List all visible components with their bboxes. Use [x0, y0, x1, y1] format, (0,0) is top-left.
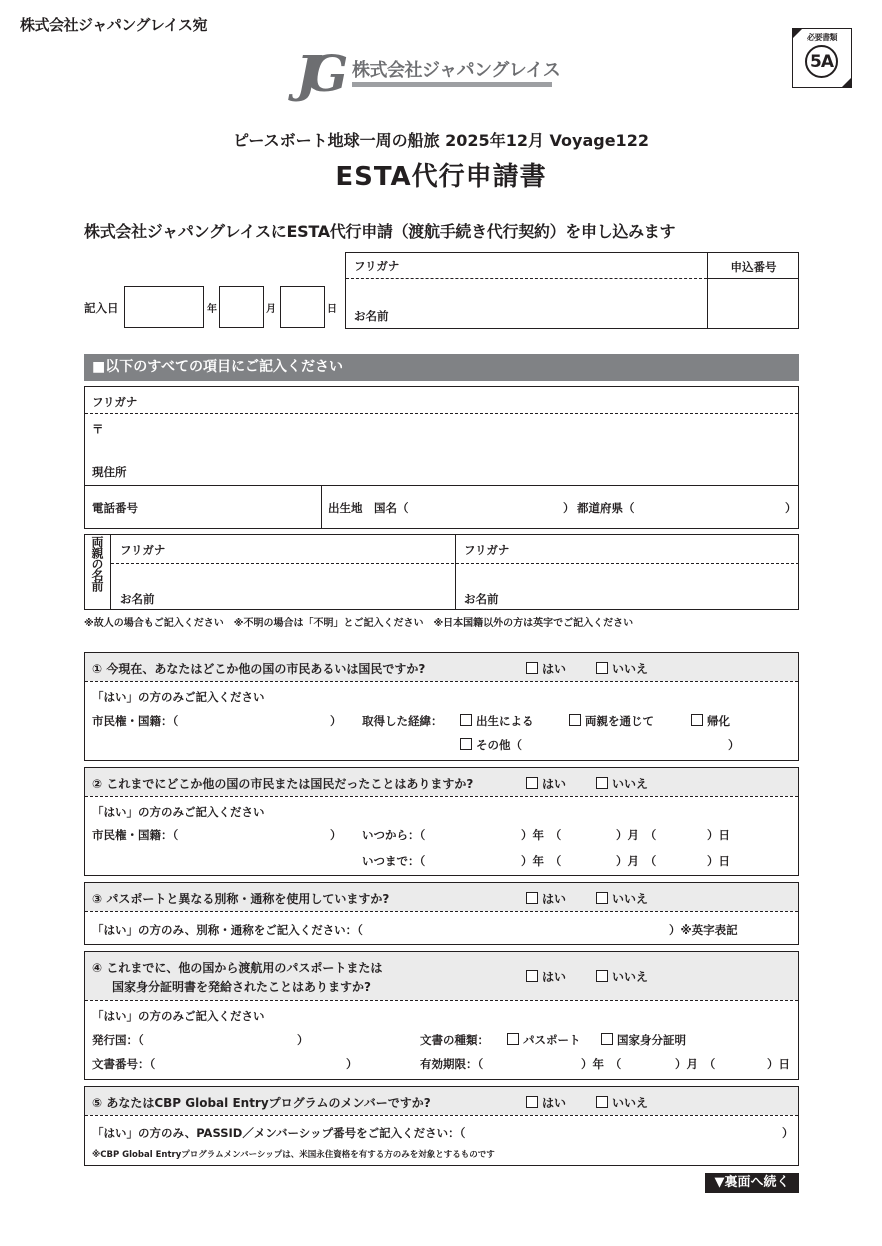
- entry-month-field[interactable]: [219, 286, 264, 328]
- q1-other-field[interactable]: [535, 733, 725, 755]
- q2-from-day-label: ）日: [707, 828, 730, 842]
- phone-label: 電話番号: [92, 501, 138, 515]
- checkbox-icon: [526, 777, 538, 789]
- question-1-box: [84, 652, 799, 761]
- voyage-subtitle: ピースボート地球一周の船旅 2025年12月 Voyage122: [233, 131, 649, 150]
- q5-passid-close: ）: [782, 1126, 794, 1140]
- q2-until-month-field[interactable]: [565, 848, 615, 870]
- addressee: 株式会社ジャパングレイス宛: [20, 16, 208, 34]
- q3-alias-field[interactable]: [380, 917, 665, 939]
- q1-yes-label: はい: [542, 662, 567, 676]
- option-label: 両親を通じて: [585, 714, 654, 728]
- q4-expiry-month-label: ）月 （: [675, 1057, 716, 1071]
- option-label: パスポート: [523, 1033, 581, 1047]
- q2-from-year-field[interactable]: [435, 822, 520, 844]
- q2-from-month-field[interactable]: [565, 822, 615, 844]
- checkbox-icon: [596, 970, 608, 982]
- birthplace-country-close: ）: [563, 501, 575, 515]
- logo-registration-line: [352, 80, 552, 88]
- q1-yes-only-note: 「はい」の方のみご記入ください: [92, 690, 265, 704]
- checkbox-icon: [596, 777, 608, 789]
- prefecture-close: ）: [785, 501, 797, 515]
- q2-until-month-label: ）月 （: [616, 854, 657, 868]
- furigana-label: フリガナ: [354, 259, 400, 273]
- application-number-field[interactable]: [708, 279, 799, 329]
- checkbox-icon: [691, 714, 703, 726]
- q2-until-day-label: ）日: [707, 854, 730, 868]
- birthplace-country-field[interactable]: [415, 492, 555, 522]
- q4-yes-only-note: 「はい」の方のみご記入ください: [92, 1009, 265, 1023]
- q4-expiry-year-label: ）年 （: [581, 1057, 622, 1071]
- section-header: ■以下のすべての項目にご記入ください: [84, 354, 799, 381]
- address-furigana-label: フリガナ: [92, 395, 138, 409]
- phone-field[interactable]: [85, 486, 321, 528]
- q4-doc-type-national-id[interactable]: [601, 1032, 686, 1048]
- question-3-text: ③ パスポートと異なる別称・通称を使用していますか?: [92, 892, 390, 906]
- document-badge: [792, 28, 852, 88]
- parents-note: ※故人の場合もご記入ください ※不明の場合は「不明」とご記入ください ※日本国籍以外の方は英字でご記入ください: [84, 618, 634, 629]
- q4-doc-number-close: ）: [346, 1057, 358, 1071]
- q5-passid-field[interactable]: [490, 1120, 780, 1142]
- question-2-text: ② これまでにどこか他の国の市民または国民だったことはありますか?: [92, 777, 474, 791]
- q5-no-label: いいえ: [612, 1096, 649, 1110]
- continue-on-back-label: ▼裏面へ続く: [705, 1173, 799, 1193]
- badge-caption: 必要書類: [807, 33, 837, 42]
- parents-vertical-label: 両親の名前: [90, 536, 104, 591]
- checkbox-icon: [596, 662, 608, 674]
- address-field[interactable]: [85, 414, 798, 485]
- company-logo: [296, 44, 596, 104]
- q2-no-checkbox[interactable]: [596, 775, 648, 792]
- checkbox-icon: [526, 662, 538, 674]
- q4-expiry-label: 有効期限：（: [420, 1057, 484, 1071]
- q5-no-checkbox[interactable]: [596, 1094, 648, 1111]
- parent1-furigana-label: フリガナ: [120, 543, 166, 557]
- name-label: お名前: [354, 309, 389, 323]
- q1-acquired-label: 取得した経緯：: [362, 714, 443, 728]
- q4-expiry-month-field[interactable]: [625, 1051, 673, 1073]
- parent1-name-field[interactable]: [111, 564, 455, 609]
- q2-from-label: いつから：（: [362, 828, 426, 842]
- q5-passid-prompt: 「はい」の方のみ、PASSID／メンバーシップ番号をご記入ください：（: [92, 1126, 466, 1140]
- option-label: 帰化: [707, 714, 730, 728]
- q3-yes-label: はい: [542, 892, 567, 906]
- q5-note: ※CBP Global Entryプログラムメンバーシップは、米国永住資格を有する方のみを対象とするものです: [92, 1150, 495, 1160]
- checkbox-icon: [460, 738, 472, 750]
- logo-company-name: 株式会社ジャパングレイス: [352, 60, 561, 81]
- q4-doc-type-label: 文書の種類：: [420, 1033, 489, 1047]
- q1-other-close: ）: [728, 738, 740, 752]
- badge-code: 5A: [805, 45, 838, 78]
- q4-expiry-day-label: ）日: [767, 1057, 790, 1071]
- q2-until-year-field[interactable]: [435, 848, 520, 870]
- q4-expiry-year-field[interactable]: [490, 1051, 580, 1073]
- q4-doc-number-field[interactable]: [165, 1051, 340, 1073]
- q3-alias-prompt: 「はい」の方のみ、別称・通称をご記入ください：（: [92, 923, 363, 937]
- q4-no-label: いいえ: [612, 970, 649, 984]
- q2-no-label: いいえ: [612, 777, 649, 791]
- entry-date-label: 記入日: [84, 301, 119, 315]
- q2-citizenship-label: 市民権・国籍：（: [92, 828, 179, 842]
- parent2-furigana-label: フリガナ: [464, 543, 510, 557]
- q4-expiry-day-field[interactable]: [720, 1051, 765, 1073]
- q1-citizenship-close: ）: [330, 714, 342, 728]
- question-4-text-line1: ④ これまでに、他の国から渡航用のパスポートまたは: [92, 961, 383, 975]
- q4-yes-checkbox[interactable]: [526, 968, 566, 985]
- option-label: 出生による: [476, 714, 534, 728]
- q4-issuing-country-label: 発行国：（: [92, 1033, 144, 1047]
- q4-doc-number-label: 文書番号：（: [92, 1057, 156, 1071]
- q2-yes-checkbox[interactable]: [526, 775, 566, 792]
- question-1-text: ① 今現在、あなたはどこか他の国の市民あるいは国民ですか?: [92, 662, 426, 676]
- parent2-name-field[interactable]: [456, 564, 799, 609]
- q4-issuing-country-close: ）: [297, 1033, 309, 1047]
- prefecture-label: 都道府県（: [577, 501, 635, 515]
- prefecture-field[interactable]: [645, 492, 785, 522]
- q1-yes-checkbox[interactable]: [526, 660, 566, 677]
- checkbox-icon: [526, 1096, 538, 1108]
- applicant-name-field[interactable]: [346, 279, 707, 329]
- year-label: 年: [207, 304, 217, 315]
- q5-yes-label: はい: [542, 1096, 567, 1110]
- q5-yes-checkbox[interactable]: [526, 1094, 566, 1111]
- question-2-box: [84, 767, 799, 876]
- entry-year-field[interactable]: [124, 286, 204, 328]
- intro-statement: 株式会社ジャパングレイスにESTA代行申請（渡航手続き代行契約）を申し込みます: [84, 222, 676, 241]
- q1-no-checkbox[interactable]: [596, 660, 648, 677]
- entry-day-field[interactable]: [280, 286, 325, 328]
- q2-until-day-field[interactable]: [660, 848, 705, 870]
- q1-citizenship-field[interactable]: [185, 708, 325, 730]
- logo-mark: JG: [296, 44, 335, 103]
- q2-yes-only-note: 「はい」の方のみご記入ください: [92, 805, 265, 819]
- checkbox-icon: [596, 892, 608, 904]
- postal-mark: 〒: [92, 422, 104, 436]
- question-3-box: [84, 882, 799, 945]
- question-5-text: ⑤ あなたはCBP Global Entryプログラムのメンバーですか?: [92, 1096, 431, 1110]
- applicant-name-box: [345, 252, 799, 329]
- q3-alias-suffix: ）※英字表記: [669, 923, 738, 937]
- address-box: [84, 386, 799, 529]
- parents-box: [84, 534, 799, 610]
- q4-no-checkbox[interactable]: [596, 968, 648, 985]
- q3-no-label: いいえ: [612, 892, 649, 906]
- q2-from-year-label: ）年 （: [521, 828, 562, 842]
- q1-citizenship-label: 市民権・国籍：（: [92, 714, 179, 728]
- badge-corner-icon: [842, 78, 851, 87]
- month-label: 月: [266, 304, 276, 315]
- checkbox-icon: [507, 1033, 519, 1045]
- birthplace-country-label: 出生地 国名（: [328, 501, 409, 515]
- checkbox-icon: [596, 1096, 608, 1108]
- q2-citizenship-field[interactable]: [185, 822, 325, 844]
- q1-option-other[interactable]: [460, 737, 522, 753]
- checkbox-icon: [569, 714, 581, 726]
- question-4-box: [84, 951, 799, 1080]
- page-title: ESTA代行申請書: [335, 162, 547, 192]
- q4-yes-label: はい: [542, 970, 567, 984]
- q1-option-birth[interactable]: [460, 713, 534, 729]
- option-label: その他（: [476, 738, 522, 752]
- checkbox-icon: [526, 892, 538, 904]
- q3-yes-checkbox[interactable]: [526, 890, 566, 907]
- q1-option-parents[interactable]: [569, 713, 654, 729]
- q2-from-day-field[interactable]: [660, 822, 705, 844]
- q3-no-checkbox[interactable]: [596, 890, 648, 907]
- q2-yes-label: はい: [542, 777, 567, 791]
- q4-issuing-country-field[interactable]: [160, 1027, 295, 1049]
- q1-no-label: いいえ: [612, 662, 649, 676]
- checkbox-icon: [460, 714, 472, 726]
- question-4-text-line2: 国家身分証明書を発給されたことはありますか?: [112, 980, 371, 994]
- parent2-name-label: お名前: [464, 592, 499, 606]
- checkbox-icon: [601, 1033, 613, 1045]
- parent1-name-label: お名前: [120, 592, 155, 606]
- checkbox-icon: [526, 970, 538, 982]
- q1-option-naturalization[interactable]: [691, 713, 730, 729]
- question-5-box: [84, 1086, 799, 1166]
- current-address-label: 現住所: [92, 465, 127, 479]
- q2-citizenship-close: ）: [330, 828, 342, 842]
- q2-from-month-label: ）月 （: [616, 828, 657, 842]
- application-number-label: 申込番号: [730, 260, 777, 274]
- day-label: 日: [327, 304, 337, 315]
- q4-doc-type-passport[interactable]: [507, 1032, 581, 1048]
- q2-until-year-label: ）年 （: [521, 854, 562, 868]
- q2-until-label: いつまで：（: [362, 854, 426, 868]
- option-label: 国家身分証明: [617, 1033, 686, 1047]
